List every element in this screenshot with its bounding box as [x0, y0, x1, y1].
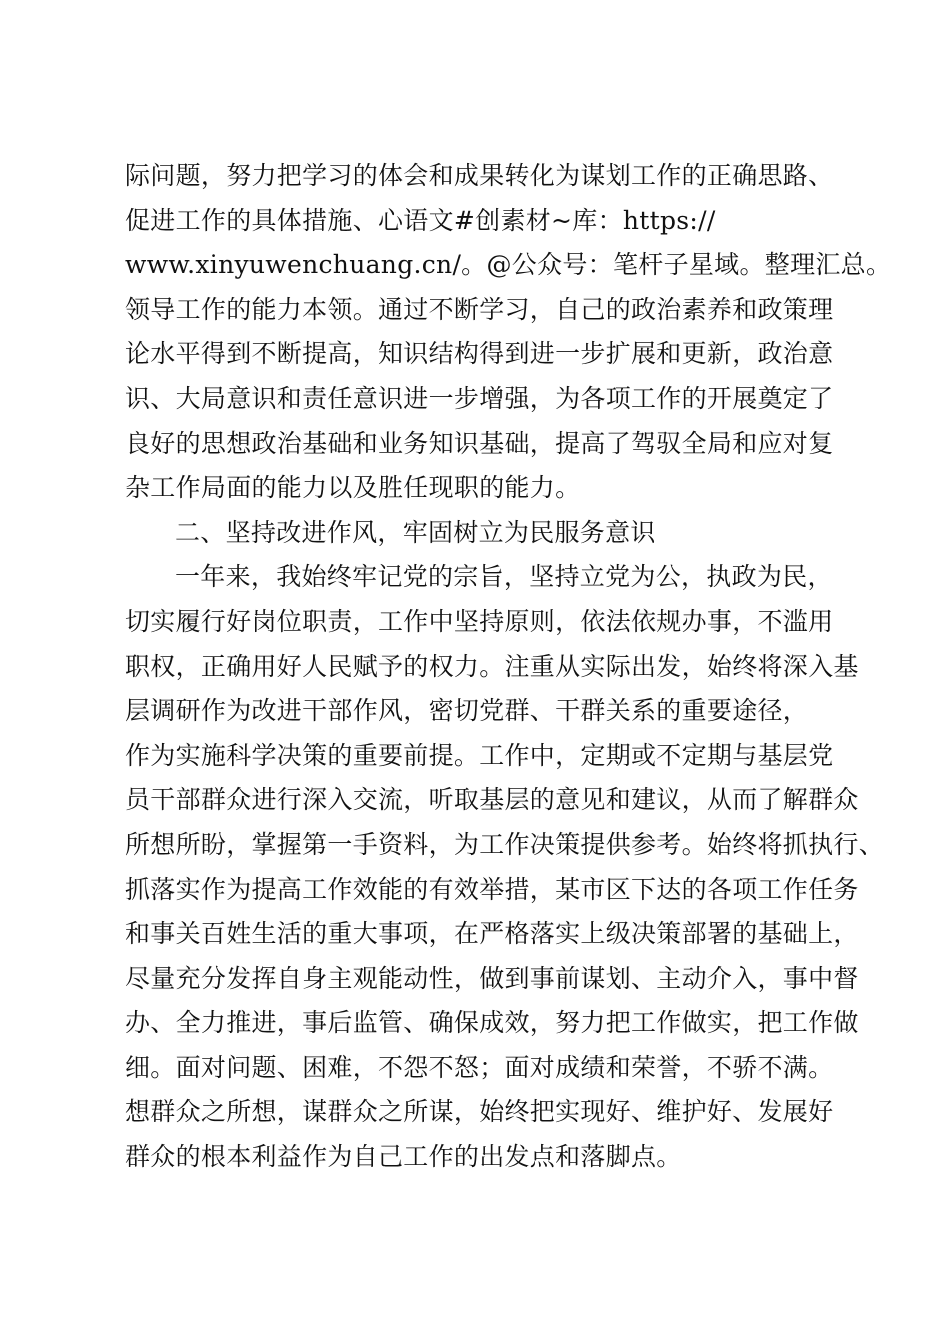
text-line-20: 办、全力推进，事后监管、确保成效，努力把工作做实，把工作做	[125, 1008, 859, 1038]
text-line-4: 领导工作的能力本领。通过不断学习，自己的政治素养和政策理	[125, 294, 834, 324]
text-line-19: 尽量充分发挥自身主观能动性，做到事前谋划、主动介入，事中督	[125, 963, 859, 993]
text-line-7: 良好的思想政治基础和业务知识基础，提高了驾驭全局和应对复	[125, 428, 834, 458]
text-line-1: 际问题，努力把学习的体会和成果转化为谋划工作的正确思路、	[125, 161, 834, 190]
text-line-23: 群众的根本利益作为自己工作的出发点和落脚点。	[125, 1142, 682, 1172]
body-text	[125, 154, 892, 1180]
text-line-10: 一年来，我始终牢记党的宗旨，坚持立党为公，执政为民，	[175, 562, 833, 592]
text-line-12: 职权，正确用好人民赋予的权力。注重从实际出发，始终将深入基	[125, 651, 859, 681]
text-line-2: 促进工作的具体措施、心语文#创素材~库：https://	[125, 205, 716, 235]
text-line-18: 和事关百姓生活的重大事项，在严格落实上级决策部署的基础上，	[125, 919, 859, 949]
text-line-22: 想群众之所想，谋群众之所谋，始终把实现好、维护好、发展好	[125, 1097, 834, 1127]
text-line-11: 切实履行好岗位职责，工作中坚持原则，依法依规办事，不滥用	[125, 606, 834, 636]
text-line-6: 识、大局意识和责任意识进一步增强，为各项工作的开展奠定了	[125, 383, 834, 413]
text-line-21: 细。面对问题、困难，不怨不怒；面对成绩和荣誉，不骄不满。	[125, 1052, 834, 1082]
text-line-14: 作为实施科学决策的重要前提。工作中，定期或不定期与基层党	[125, 740, 834, 770]
section-heading: 二、坚持改进作风，牢固树立为民服务意识	[175, 517, 656, 547]
text-line-8: 杂工作局面的能力以及胜任现职的能力。	[125, 473, 581, 503]
text-line-16: 所想所盼，掌握第一手资料，为工作决策提供参考。始终将抓执行、	[125, 829, 885, 859]
text-line-15: 员干部群众进行深入交流，听取基层的意见和建议，从而了解群众	[125, 785, 859, 815]
text-line-3: www.xinyuwenchuang.cn/。@公众号：笔杆子星域。整理汇总。	[125, 250, 892, 280]
text-line-17: 抓落实作为提高工作效能的有效举措，某市区下达的各项工作任务	[125, 874, 859, 904]
text-line-5: 论水平得到不断提高，知识结构得到进一步扩展和更新，政治意	[125, 339, 834, 369]
text-line-13: 层调研作为改进干部作风，密切党群、干群关系的重要途径，	[125, 696, 809, 726]
